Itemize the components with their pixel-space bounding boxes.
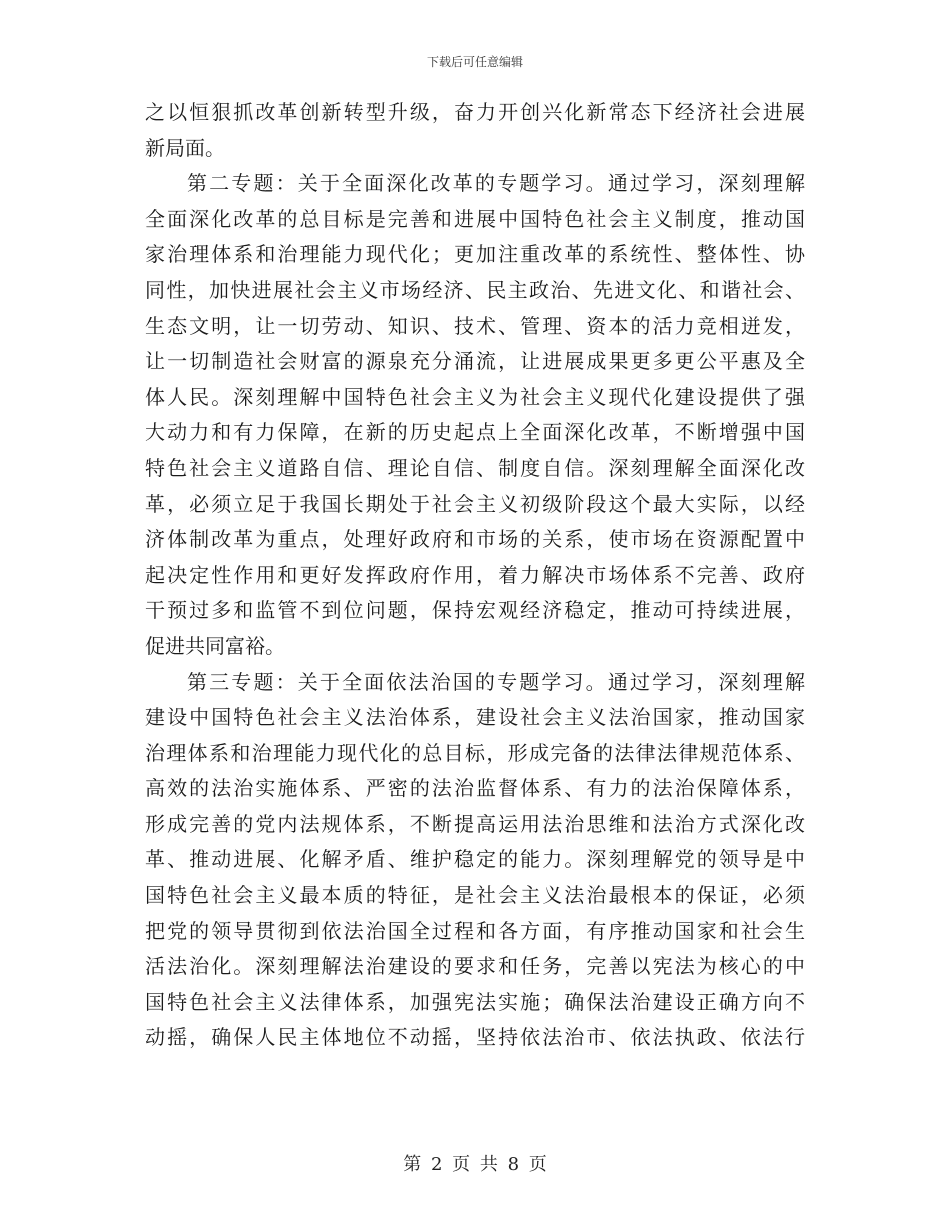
body-text-line: 起决定性作用和更好发挥政府作用，着力解决市场体系不完善、政府 [145,562,805,587]
body-text-line: 同性，加快进展社会主义市场经济、民主政治、先进文化、和谐社会、 [145,277,805,302]
body-text-line: 之以恒狠抓改革创新转型升级，奋力开创兴化新常态下经济社会进展 [145,100,805,124]
body-text-line: 国特色社会主义法律体系，加强宪法实施；确保法治建设正确方向不 [145,989,805,1014]
body-text-line: 干预过多和监管不到位问题，保持宏观经济稳定，推动可持续进展， [145,598,805,623]
body-text-line: 革、推动进展、化解矛盾、维护稳定的能力。深刻理解党的领导是中 [145,847,805,872]
body-text-line: 新局面。 [145,135,225,160]
body-text-line: 第二专题：关于全面深化改革的专题学习。通过学习，深刻理解 [187,171,805,196]
body-text-line: 济体制改革为重点，处理好政府和市场的关系，使市场在资源配置中 [145,527,805,552]
body-text-line: 高效的法治实施体系、严密的法治监督体系、有力的法治保障体系， [145,776,805,801]
body-text-line: 国特色社会主义最本质的特征，是社会主义法治最根本的保证，必须 [145,883,805,908]
body-text-line: 形成完善的党内法规体系，不断提高运用法治思维和法治方式深化改 [145,811,805,836]
body-text-line: 体人民。深刻理解中国特色社会主义为社会主义现代化建设提供了强 [145,384,805,409]
page-header: 下载后可任意编辑 [426,55,523,69]
body-text-line: 活法治化。深刻理解法治建设的要求和任务，完善以宪法为核心的中 [145,954,805,979]
body-text-line: 革，必须立足于我国长期处于社会主义初级阶段这个最大实际，以经 [145,491,805,516]
document-body [145,95,805,1056]
body-text-line: 把党的领导贯彻到依法治国全过程和各方面，有序推动国家和社会生 [145,918,805,943]
body-text-line: 促进共同富裕。 [145,633,285,658]
body-text-line: 让一切制造社会财富的源泉充分涌流，让进展成果更多更公平惠及全 [145,349,805,374]
body-text-line: 动摇，确保人民主体地位不动摇，坚持依法治市、依法执政、依法行 [145,1025,805,1050]
body-text-line: 生态文明，让一切劳动、知识、技术、管理、资本的活力竞相迸发， [145,313,805,338]
body-text-line: 第三专题：关于全面依法治国的专题学习。通过学习，深刻理解 [187,669,805,694]
body-text-line: 治理体系和治理能力现代化的总目标，形成完备的法律法律规范体系、 [145,740,805,765]
body-text-line: 大动力和有力保障，在新的历史起点上全面深化改革，不断增强中国 [145,420,805,445]
body-text-line: 特色社会主义道路自信、理论自信、制度自信。深刻理解全面深化改 [145,455,805,480]
body-text-line: 家治理体系和治理能力现代化；更加注重改革的系统性、整体性、协 [145,242,805,267]
body-text-line: 全面深化改革的总目标是完善和进展中国特色社会主义制度，推动国 [145,206,805,231]
body-text-line: 建设中国特色社会主义法治体系，建设社会主义法治国家，推动国家 [145,705,805,730]
page-footer: 第 2 页 共 8 页 [403,1154,547,1175]
